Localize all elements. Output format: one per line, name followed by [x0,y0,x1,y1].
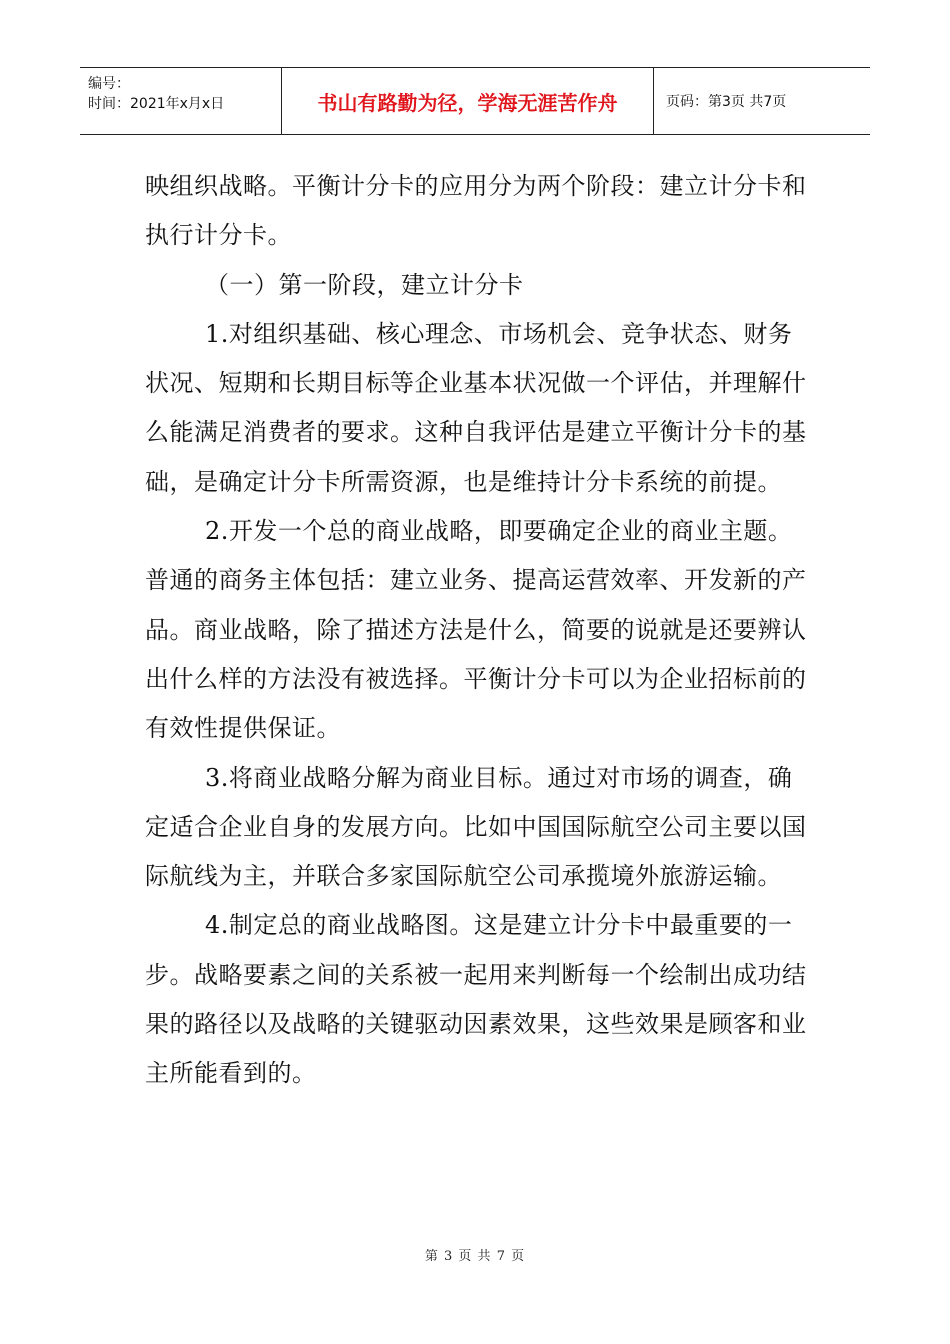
header-motto: 书山有路勤为径，学海无涯苦作舟 [282,68,654,134]
header-time-label: 时间：2021年x月x日 [88,96,225,112]
paragraph-item-3: 3.将商业战略分解为商业目标。通过对市场的调查，确定适合企业自身的发展方向。比如中国国际航空公司主要以国际航线为主，并联合多家国际航空公司承揽境外旅游运输。 [145,763,807,891]
page-footer: 第 3 页 共 7 页 [424,1249,526,1264]
header-meta-cell [80,68,282,134]
document-body [145,162,810,1099]
paragraph-continuation: 映组织战略。平衡计分卡的应用分为两个阶段：建立计分卡和执行计分卡。 [145,172,807,250]
paragraph-item-4: 4.制定总的商业战略图。这是建立计分卡中最重要的一步。战略要素之间的关系被一起用来判断每一个绘制出成功结果的路径以及战略的关键驱动因素效果，这些效果是顾客和业主所能看到的。 [145,911,807,1088]
document-header [80,67,870,135]
header-number-label: 编号： [88,76,130,92]
header-page-info: 页码：第3页 共7页 [666,94,787,110]
paragraph-item-2: 2.开发一个总的商业战略，即要确定企业的商业主题。普通的商务主体包括：建立业务、提高运营效率、开发新的产品。商业战略，除了描述方法是什么，简要的说就是还要辨认出什么样的方法没有被选择。平衡计分卡可以为企业招标前的有效性提供保证。 [145,517,807,743]
paragraph-item-1: 1.对组织基础、核心理念、市场机会、竞争状态、财务状况、短期和长期目标等企业基本状况做一个评估，并理解什么能满足消费者的要求。这种自我评估是建立平衡计分卡的基础，是确定计分卡所需资源，也是维持计分卡系统的前提。 [145,319,807,496]
section-heading: （一）第一阶段，建立计分卡 [205,270,524,299]
